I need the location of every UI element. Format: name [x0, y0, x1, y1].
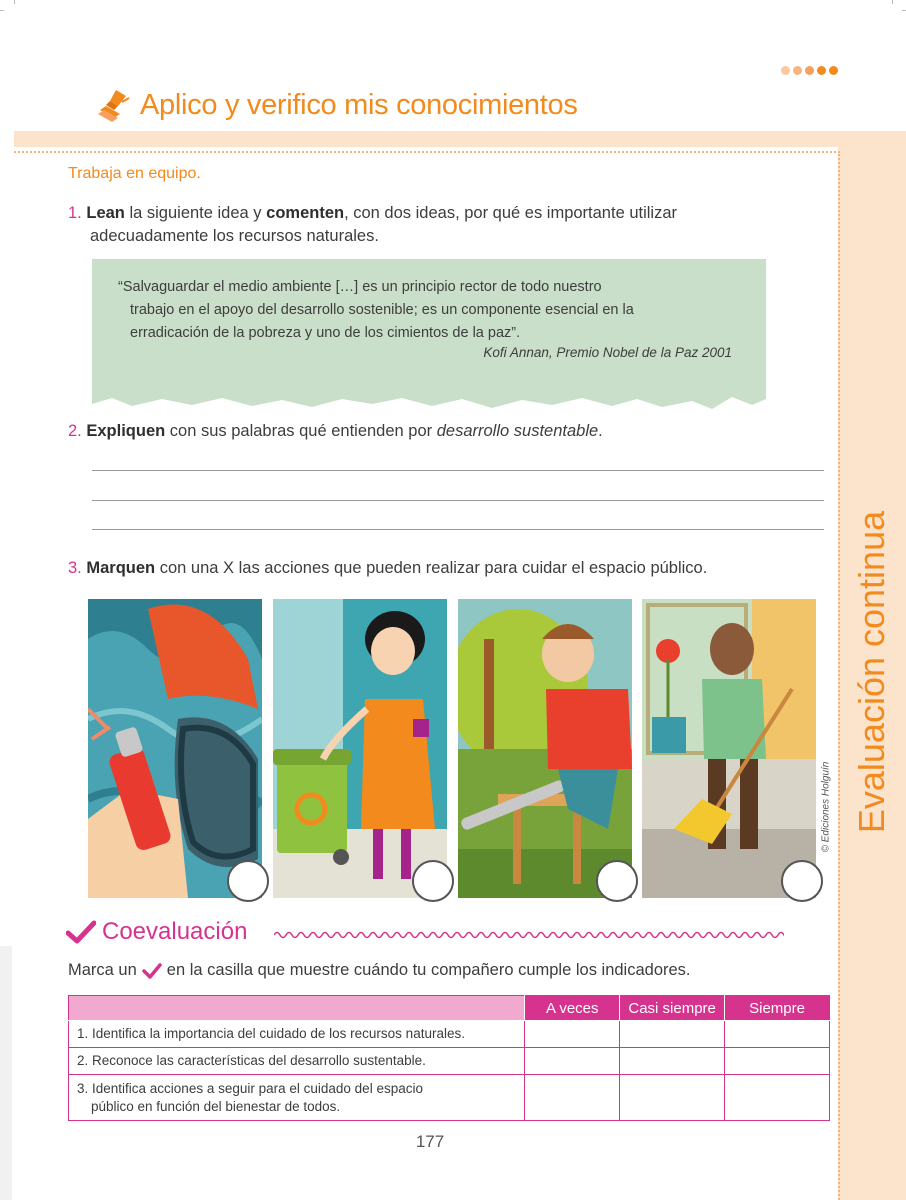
crop-mark [892, 0, 893, 4]
instruction-text: Marca un [68, 961, 137, 979]
crop-mark [902, 10, 906, 11]
coevaluation-title: Coevaluación [102, 918, 248, 945]
coevaluation-table [68, 995, 830, 1121]
indicator-cell [69, 1075, 525, 1121]
indicator-text: público en función del bienestar de todos. [91, 1098, 341, 1114]
page-header [96, 88, 578, 122]
header-dot [817, 66, 826, 75]
answer-circle[interactable] [781, 860, 823, 902]
quote-line: trabajo en el apoyo del desarrollo sostenible; es un componente esencial en la [130, 302, 634, 318]
page-number: 177 [415, 1132, 445, 1151]
header-dot [793, 66, 802, 75]
checkbox-cell[interactable] [620, 1075, 725, 1121]
indicator-cell [69, 1048, 525, 1075]
question-text: , con dos ideas, por qué es importante utilizar [344, 204, 678, 222]
checkbox-cell[interactable] [725, 1075, 830, 1121]
question-number: 2. [68, 422, 82, 440]
answer-line[interactable] [92, 500, 824, 501]
coevaluation-instruction [68, 961, 691, 980]
header-dot [805, 66, 814, 75]
question-text: la siguiente idea y [124, 204, 267, 222]
checkbox-cell[interactable] [725, 1048, 830, 1075]
answer-circle[interactable] [227, 860, 269, 902]
checkmark-icon [142, 963, 162, 979]
indicator-text: 2. Reconoce las características del desarrollo sustentable. [77, 1053, 426, 1068]
question-verb: Marquen [86, 559, 156, 577]
indicator-cell [69, 1021, 525, 1048]
question-verb: comenten [266, 204, 345, 222]
header-dot [829, 66, 838, 75]
table-row [69, 1021, 830, 1048]
checkbox-cell[interactable] [725, 1021, 830, 1048]
question-number: 1. [68, 204, 82, 222]
quote-line: “Salvaguardar el medio ambiente […] es un principio rector de todo nuestro [118, 279, 602, 295]
answer-circle[interactable] [596, 860, 638, 902]
copyright-note: © Ediciones Holguín [820, 761, 832, 853]
indicator-text: 1. Identifica la importancia del cuidado de los recursos naturales. [77, 1026, 465, 1041]
page-title: Aplico y verifico mis conocimientos [140, 88, 578, 121]
table-header-row [69, 996, 830, 1021]
wavy-divider [274, 928, 784, 942]
checkbox-cell[interactable] [620, 1048, 725, 1075]
sidebar-label: Evaluación continua [851, 510, 892, 834]
illustration-recycling [273, 599, 447, 898]
dotted-divider [14, 151, 840, 153]
checkbox-cell[interactable] [525, 1021, 620, 1048]
sidebar-dotted-border [838, 151, 840, 1200]
answer-line[interactable] [92, 470, 824, 471]
table-row [69, 1075, 830, 1121]
left-strip [0, 946, 12, 1200]
question-1 [68, 202, 677, 248]
question-term: desarrollo sustentable [436, 422, 599, 440]
question-text: con sus palabras qué entienden por [165, 422, 437, 440]
coevaluation-header [66, 918, 247, 946]
illustration-graffiti [88, 599, 262, 898]
quote-author: Kofi Annan, Premio Nobel de la Paz 2001 [483, 345, 732, 360]
stamp-icon [96, 88, 132, 122]
checkbox-cell[interactable] [525, 1048, 620, 1075]
question-verb: Expliquen [86, 422, 166, 440]
question-3 [68, 557, 707, 580]
checkbox-cell[interactable] [525, 1075, 620, 1121]
quote-line: erradicación de la pobreza y uno de los cimientos de la paz”. [130, 325, 521, 341]
header-dots [781, 66, 838, 75]
answer-circle[interactable] [412, 860, 454, 902]
crop-mark [14, 0, 15, 4]
question-text: adecuadamente los recursos naturales. [90, 227, 379, 245]
header-dot [781, 66, 790, 75]
table-row [69, 1048, 830, 1075]
question-number: 3. [68, 559, 82, 577]
instruction-text: en la casilla que muestre cuándo tu compañero cumple los indicadores. [166, 961, 691, 979]
question-verb: Lean [86, 204, 125, 222]
table-header: Siempre [725, 996, 830, 1021]
indicator-text: 3. Identifica acciones a seguir para el cuidado del espacio [77, 1080, 423, 1096]
question-text: con una X las acciones que pueden realizar para cuidar el espacio público. [155, 559, 708, 577]
instruction: Trabaja en equipo. [68, 165, 201, 182]
question-2 [68, 420, 603, 443]
illustration-sweeping [642, 599, 816, 898]
answer-line[interactable] [92, 529, 824, 530]
crop-mark [0, 10, 4, 11]
checkbox-cell[interactable] [620, 1021, 725, 1048]
checkmark-icon [66, 920, 96, 944]
quote-text [118, 276, 738, 345]
table-header: A veces [525, 996, 620, 1021]
table-header [69, 996, 525, 1021]
question-text: . [598, 422, 603, 440]
illustration-vandalism [458, 599, 632, 898]
table-header: Casi siempre [620, 996, 725, 1021]
header-band [14, 131, 906, 147]
